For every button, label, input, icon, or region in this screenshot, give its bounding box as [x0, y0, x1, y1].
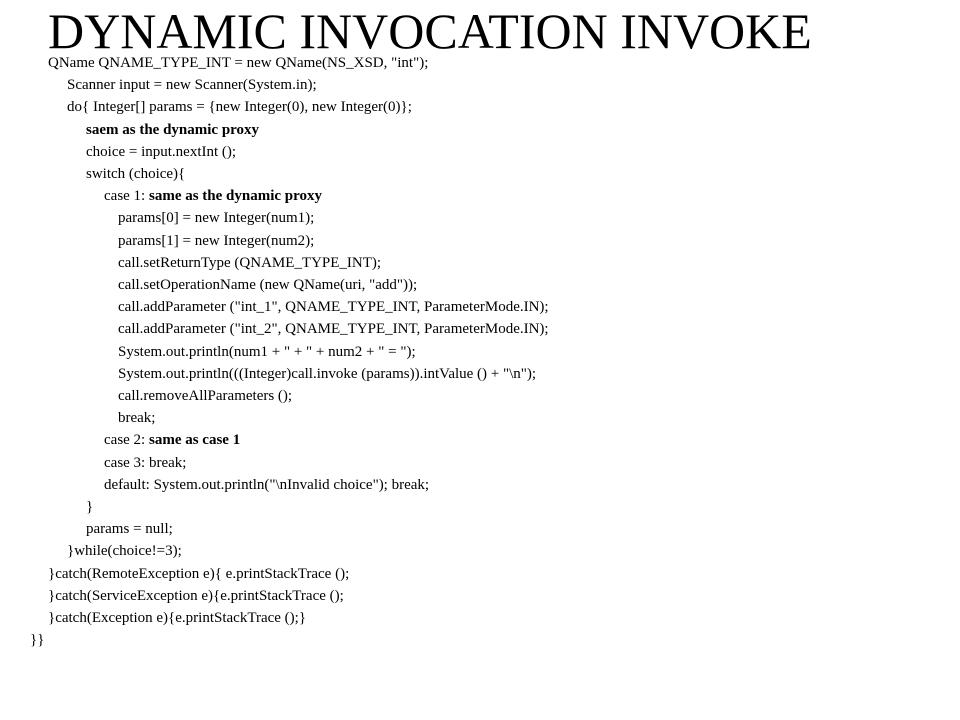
- code-line: [86, 141, 236, 163]
- code-line: [86, 163, 185, 185]
- code-line: [86, 518, 173, 540]
- code-line: [48, 52, 428, 74]
- code-line: [86, 119, 259, 141]
- code-line: [48, 607, 306, 629]
- code-line: [48, 563, 349, 585]
- code-line: [118, 230, 314, 252]
- code-annotation: same as case 1: [148, 432, 241, 449]
- code-line: [104, 452, 186, 474]
- code-text: }}: [30, 632, 45, 649]
- code-text: }catch(RemoteException e){ e.printStackTrace ();: [48, 565, 350, 582]
- code-text: params = null;: [86, 521, 173, 538]
- code-line: [118, 296, 549, 318]
- code-annotation: saem as the dynamic proxy: [86, 121, 260, 138]
- code-text: choice = input.nextInt ();: [86, 143, 237, 160]
- code-line: [67, 74, 317, 96]
- code-text: params[0] = new Integer(num1);: [118, 210, 315, 227]
- code-line: [118, 274, 417, 296]
- code-line: [118, 252, 381, 274]
- code-line: [118, 207, 314, 229]
- code-annotation: same as the dynamic proxy: [148, 188, 323, 205]
- code-text: case 1:: [104, 188, 149, 205]
- code-line: [104, 429, 240, 451]
- code-text: QName QNAME_TYPE_INT = new QName(NS_XSD, "int");: [48, 55, 429, 71]
- code-line: [118, 363, 536, 385]
- code-line: [104, 474, 429, 496]
- code-text: call.removeAllParameters ();: [118, 388, 293, 404]
- code-text: System.out.println(((Integer)call.invoke (params)).intValue () + "\n");: [118, 365, 537, 382]
- code-line: [118, 341, 416, 363]
- code-text: call.setReturnType (QNAME_TYPE_INT);: [118, 254, 382, 271]
- code-text: do{ Integer[] params = {new Integer(0), new Integer(0)};: [67, 99, 412, 116]
- code-line: [86, 496, 93, 518]
- code-text: switch (choice){: [86, 166, 186, 182]
- code-text: default: System.out.println("\nInvalid choice"); break;: [104, 476, 430, 493]
- code-text: }catch(Exception e){e.printStackTrace ();}: [48, 610, 307, 626]
- code-line: [48, 585, 344, 607]
- code-text: System.out.println(num1 + " + " + num2 + " = ");: [118, 343, 416, 360]
- code-line: [67, 540, 182, 562]
- code-line: [118, 407, 155, 429]
- slide-title: DYNAMIC INVOCATION INVOKE: [48, 3, 812, 59]
- code-line: [118, 385, 292, 407]
- code-text: params[1] = new Integer(num2);: [118, 232, 315, 249]
- code-line: [67, 96, 412, 118]
- code-text: }while(choice!=3);: [67, 543, 182, 560]
- code-text: case 3: break;: [104, 454, 187, 471]
- code-text: }catch(ServiceException e){e.printStackTrace ();: [48, 587, 344, 604]
- code-text: Scanner input = new Scanner(System.in);: [67, 77, 317, 94]
- code-text: break;: [118, 410, 156, 427]
- code-line: [104, 185, 322, 207]
- code-text: call.addParameter ("int_2", QNAME_TYPE_INT, ParameterMode.IN);: [118, 321, 549, 338]
- code-line: [30, 629, 44, 651]
- code-text: case 2:: [104, 432, 149, 449]
- code-text: call.addParameter ("int_1", QNAME_TYPE_INT, ParameterMode.IN);: [118, 299, 549, 316]
- code-text: call.setOperationName (new QName(uri, "add"));: [118, 277, 418, 293]
- code-text: }: [86, 499, 94, 515]
- code-line: [118, 318, 549, 340]
